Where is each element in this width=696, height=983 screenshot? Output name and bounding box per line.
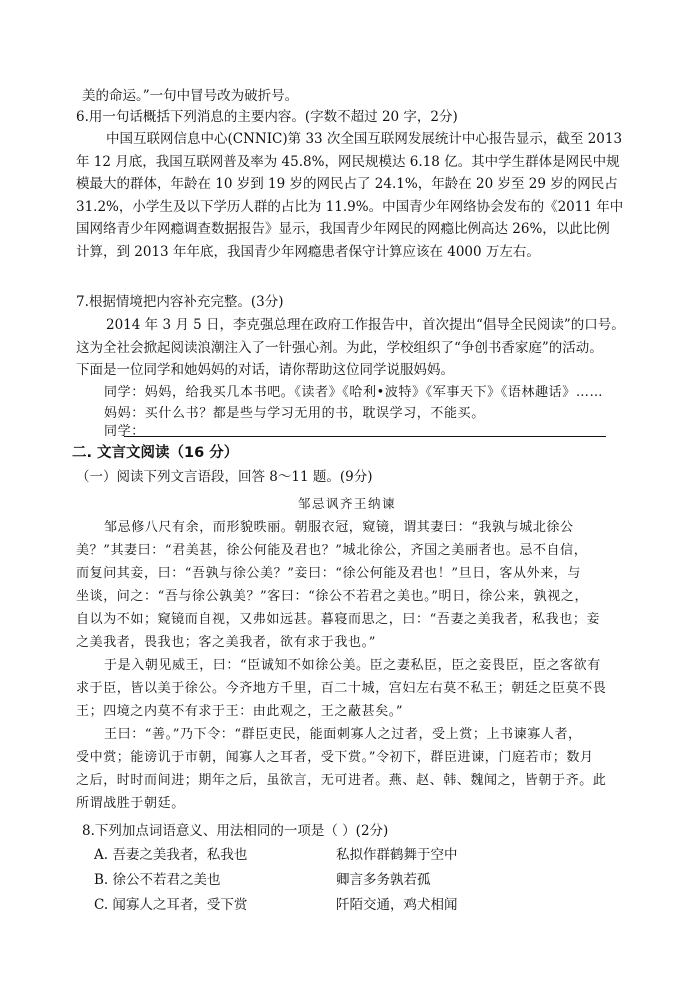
question-6-text: 计算，到 2013 年年底，我国青少年网瘾患者保守计算应该在 4000 万左右。 [76,244,540,260]
classical-text-line: 邹忌修八尺有余，而形貌昳丽。朝服衣冠，窥镜，谓其妻曰：“我孰与城北徐公 [104,520,574,535]
text-line: 美的命运。”一句中冒号改为破折号。 [82,88,299,104]
option-a-left: A. 吾妻之美我者，私我也 [94,847,248,863]
classical-text-line: 之美我者，畏我也；客之美我者，欲有求于我也。” [76,635,376,650]
option-b-right: 卿言多务孰若孤 [336,872,431,888]
classical-text-line: 之后，时时而间进；期年之后，虽欲言，无可进者。燕、赵、韩、魏闻之，皆朝于齐。此 [76,773,607,788]
question-7-text: 2014 年 3 月 5 日，李克强总理在政府工作报告中，首次提出“倡导全民阅读”的口号。 [106,317,625,333]
subsection-heading: （一）阅读下列文言语段，回答 8～11 题。(9分) [76,469,373,485]
answer-blank [124,436,606,437]
section-heading: 二. 文言文阅读（16 分） [72,445,239,461]
classical-text-line: 于是入朝见威王，曰：“臣诚知不如徐公美。臣之妻私臣，臣之妾畏臣，臣之客欲有 [104,658,601,673]
question-7-text: 下面是一位同学和她妈妈的对话，请你帮助这位同学说服妈妈。 [76,362,454,378]
question-6-text: 中国互联网信息中心(CNNIC)第 33 次全国互联网发展统计中心报告显示，截至 2013 [106,131,623,147]
question-7-title: 7.根据情境把内容补充完整。(3分) [76,294,284,310]
question-6-text: 31.2%，小学生及以下学历人群的占比为 11.9%。中国青少年网络协会发布的《2011 年中 [76,199,624,215]
classical-text-line: 自以为不如；窥镜而自视，又弗如远甚。暮寝而思之，曰：“吾妻之美我者，私我也；妾 [76,612,601,627]
classical-text-line: 坐谈，问之：“吾与徐公孰美？”客曰：“徐公不若君之美也。”明日，徐公来，孰视之， [76,589,589,604]
classical-text-line: 所谓战胜于朝廷。 [76,796,185,811]
option-c-left: C. 闻寡人之耳者，受下赏 [94,897,248,913]
classical-text-line: 王曰：“善。”乃下令：“群臣吏民，能面刺寡人之过者，受上赏；上书谏寡人者， [104,727,582,742]
classical-text-line: 受中赏；能谤讥于市朝，闻寡人之耳者，受下赏。”令初下，群臣进谏，门庭若市；数月 [76,750,594,765]
classical-text-line: 美？”其妻曰：“君美甚，徐公何能及君也？”城北徐公，齐国之美丽者也。忌不自信， [76,543,588,558]
option-a-right: 私拟作群鹤舞于空中 [336,847,458,863]
question-6-text: 模最大的群体，年龄在 10 岁到 19 岁的网民占了 24.1%，年龄在 20 岁至 29 岁的网民占 [76,176,618,192]
dialogue-line: 妈妈：买什么书？都是些与学习无用的书，耽误学习，不能买。 [104,406,485,421]
dialogue-line: 同学： [104,424,145,439]
question-6-title: 6.用一句话概括下列消息的主要内容。(字数不超过 20 字，2分) [76,109,458,125]
question-6-text: 国网络青少年网瘾调查数据报告》显示，我国青少年网民的网瘾比例高达 26%，以此比例 [76,221,610,237]
option-c-right: 阡陌交通，鸡犬相闻 [336,897,458,913]
text-title: 邹忌讽齐王纳谏 [298,496,397,511]
question-6-text: 年 12 月底，我国互联网普及率为 45.8%，网民规模达 6.18 亿。其中学生群体是网民中规 [76,154,620,170]
option-b-left: B. 徐公不若君之美也 [94,872,221,888]
classical-text-line: 求于臣，皆以美于徐公。今齐地方千里，百二十城，宫妇左右莫不私王；朝廷之臣莫不畏 [76,681,607,696]
classical-text-line: 而复问其妾，曰：“吾孰与徐公美？”妾曰：“徐公何能及君也！”旦日，客从外来，与 [76,566,581,581]
classical-text-line: 王；四境之内莫不有求于王：由此观之，王之蔽甚矣。” [76,704,404,719]
question-8-title: 8.下列加点词语意义、用法相同的一项是（ ）(2分) [82,823,389,839]
dialogue-line: 同学：妈妈，给我买几本书吧。《读者》《哈利•波特》《军事天下》《语林趣话》…… [104,385,604,400]
question-7-text: 这为全社会掀起阅读浪潮注入了一针强心剂。为此，学校组织了“争创书香家庭”的活动。 [76,340,603,356]
